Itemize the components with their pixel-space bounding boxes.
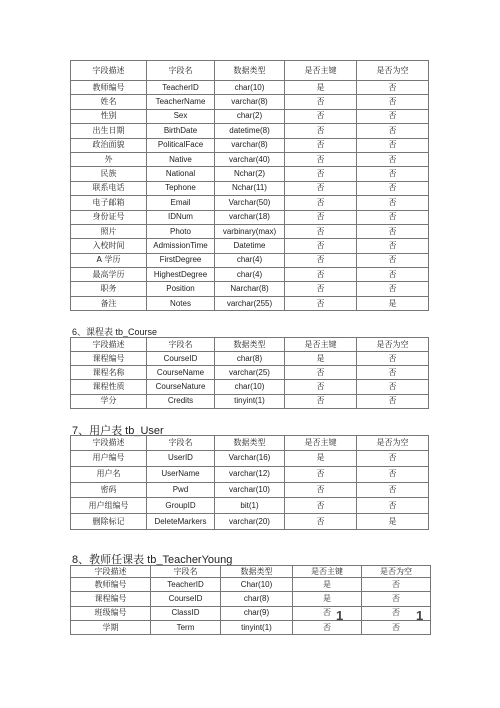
cell-field-name: Pwd	[147, 482, 215, 498]
cell-data-type: char(10)	[215, 81, 285, 95]
cell-is-primary-key: 否	[285, 514, 357, 530]
cell-field-name: GroupID	[147, 498, 215, 514]
cell-data-type: varchar(255)	[215, 296, 285, 310]
cell-is-nullable: 否	[362, 592, 431, 606]
cell-field-name: FirstDegree	[147, 253, 215, 267]
scan-mark: 1	[336, 608, 344, 623]
cell-field-desc: 课程性质	[71, 380, 147, 394]
cell-field-desc: 用户名	[71, 466, 147, 482]
cell-is-primary-key: 是	[285, 451, 357, 467]
cell-field-desc: 删除标记	[71, 514, 147, 530]
cell-is-primary-key: 否	[285, 282, 357, 296]
course-table	[70, 337, 429, 409]
cell-data-type: char(8)	[215, 352, 285, 366]
cell-is-nullable: 否	[357, 224, 429, 238]
cell-field-desc: 课程编号	[71, 352, 147, 366]
header-field-name: 字段名	[147, 61, 215, 81]
header-row	[71, 338, 429, 352]
table-row	[71, 366, 429, 380]
header-data-type: 数据类型	[215, 338, 285, 352]
cell-is-primary-key: 否	[285, 138, 357, 152]
cell-field-name: CourseName	[147, 366, 215, 380]
cell-field-desc: 电子邮箱	[71, 196, 147, 210]
cell-data-type: varchar(40)	[215, 152, 285, 166]
cell-is-primary-key: 否	[285, 380, 357, 394]
cell-field-desc: 民族	[71, 167, 147, 181]
cell-is-primary-key: 否	[293, 606, 362, 620]
cell-is-nullable: 否	[357, 124, 429, 138]
cell-is-nullable: 否	[357, 196, 429, 210]
cell-field-desc: 出生日期	[71, 124, 147, 138]
cell-field-name: CourseNature	[147, 380, 215, 394]
cell-data-type: varchar(10)	[215, 482, 285, 498]
cell-is-primary-key: 是	[285, 81, 357, 95]
cell-field-desc: 班级编号	[71, 606, 151, 620]
cell-is-primary-key: 否	[285, 466, 357, 482]
table-row	[71, 181, 429, 195]
cell-field-name: Tephone	[147, 181, 215, 195]
cell-data-type: Varchar(16)	[215, 451, 285, 467]
cell-data-type: Nchar(11)	[215, 181, 285, 195]
cell-field-desc: 入校时间	[71, 239, 147, 253]
cell-field-desc: 课程名称	[71, 366, 147, 380]
header-data-type: 数据类型	[215, 61, 285, 81]
cell-is-nullable: 否	[357, 352, 429, 366]
table-row	[71, 210, 429, 224]
cell-field-name: UserName	[147, 466, 215, 482]
cell-field-desc: 教师编号	[71, 578, 151, 592]
cell-data-type: Datetime	[215, 239, 285, 253]
cell-data-type: char(4)	[215, 268, 285, 282]
cell-is-nullable: 否	[357, 482, 429, 498]
cell-is-primary-key: 否	[285, 210, 357, 224]
cell-is-primary-key: 否	[285, 124, 357, 138]
cell-field-desc: 密码	[71, 482, 147, 498]
header-is-primary-key: 是否主键	[293, 566, 362, 578]
cell-is-nullable: 否	[357, 152, 429, 166]
table-row	[71, 224, 429, 238]
header-data-type: 数据类型	[215, 436, 285, 451]
cell-is-primary-key: 否	[285, 196, 357, 210]
table-row	[71, 253, 429, 267]
header-row	[71, 436, 429, 451]
cell-data-type: Narchar(8)	[215, 282, 285, 296]
table-row	[71, 196, 429, 210]
header-field-desc: 字段描述	[71, 566, 151, 578]
table-row	[71, 380, 429, 394]
cell-is-primary-key: 是	[293, 592, 362, 606]
cell-field-desc: 联系电话	[71, 181, 147, 195]
cell-is-primary-key: 否	[285, 394, 357, 408]
cell-field-name: Native	[147, 152, 215, 166]
cell-field-name: TeacherName	[147, 95, 215, 109]
header-data-type: 数据类型	[221, 566, 293, 578]
cell-field-desc: 最高学历	[71, 268, 147, 282]
header-row	[71, 61, 429, 81]
table-row	[71, 620, 431, 634]
cell-field-desc: A 学历	[71, 253, 147, 267]
header-is-nullable: 是否为空	[362, 566, 431, 578]
table-row	[71, 482, 429, 498]
cell-field-name: National	[147, 167, 215, 181]
table-row	[71, 498, 429, 514]
cell-is-primary-key: 是	[293, 578, 362, 592]
header-row	[71, 566, 431, 578]
cell-data-type: char(8)	[221, 592, 293, 606]
cell-is-nullable: 否	[357, 253, 429, 267]
cell-field-name: Term	[151, 620, 221, 634]
cell-data-type: varchar(8)	[215, 95, 285, 109]
cell-is-nullable: 否	[357, 380, 429, 394]
cell-field-name: Email	[147, 196, 215, 210]
cell-is-nullable: 否	[362, 620, 431, 634]
cell-is-nullable: 否	[357, 181, 429, 195]
cell-is-nullable: 否	[357, 282, 429, 296]
teacher-course-table	[70, 565, 431, 635]
header-field-name: 字段名	[147, 338, 215, 352]
cell-field-desc: 外	[71, 152, 147, 166]
cell-is-primary-key: 否	[285, 253, 357, 267]
cell-data-type: varchar(8)	[215, 138, 285, 152]
cell-field-name: TeacherID	[151, 578, 221, 592]
cell-is-nullable: 否	[357, 138, 429, 152]
cell-is-nullable: 否	[357, 466, 429, 482]
cell-field-name: UserID	[147, 451, 215, 467]
cell-data-type: char(9)	[221, 606, 293, 620]
cell-field-name: ClassID	[151, 606, 221, 620]
cell-field-desc: 政治面貌	[71, 138, 147, 152]
table-row	[71, 296, 429, 310]
header-is-primary-key: 是否主键	[285, 436, 357, 451]
cell-field-name: TeacherID	[147, 81, 215, 95]
cell-field-name: Position	[147, 282, 215, 296]
cell-field-name: BirthDate	[147, 124, 215, 138]
cell-is-primary-key: 否	[285, 224, 357, 238]
cell-data-type: char(4)	[215, 253, 285, 267]
cell-is-primary-key: 否	[285, 109, 357, 123]
cell-field-desc: 学分	[71, 394, 147, 408]
header-field-desc: 字段描述	[71, 338, 147, 352]
cell-field-name: PoliticalFace	[147, 138, 215, 152]
cell-field-name: HighestDegree	[147, 268, 215, 282]
cell-is-primary-key: 否	[285, 482, 357, 498]
cell-is-primary-key: 否	[285, 167, 357, 181]
cell-field-name: AdmissionTime	[147, 239, 215, 253]
cell-data-type: varchar(12)	[215, 466, 285, 482]
cell-is-primary-key: 是	[285, 352, 357, 366]
cell-field-name: IDNum	[147, 210, 215, 224]
cell-is-primary-key: 否	[285, 498, 357, 514]
table-row	[71, 451, 429, 467]
header-field-desc: 字段描述	[71, 436, 147, 451]
cell-data-type: char(10)	[215, 380, 285, 394]
cell-data-type: datetime(8)	[215, 124, 285, 138]
cell-field-desc: 姓名	[71, 95, 147, 109]
table-row	[71, 592, 431, 606]
table-row	[71, 282, 429, 296]
cell-data-type: bit(1)	[215, 498, 285, 514]
cell-data-type: Nchar(2)	[215, 167, 285, 181]
cell-field-desc: 用户编号	[71, 451, 147, 467]
teacher-table	[70, 60, 429, 311]
cell-is-nullable: 否	[357, 239, 429, 253]
cell-is-primary-key: 否	[285, 268, 357, 282]
cell-is-nullable: 否	[357, 109, 429, 123]
cell-is-nullable: 否	[357, 268, 429, 282]
cell-data-type: tinyint(1)	[221, 620, 293, 634]
cell-is-primary-key: 否	[285, 296, 357, 310]
cell-is-nullable: 否	[357, 167, 429, 181]
cell-data-type: char(2)	[215, 109, 285, 123]
user-table	[70, 435, 429, 530]
cell-field-desc: 备注	[71, 296, 147, 310]
table-row	[71, 152, 429, 166]
table-row	[71, 514, 429, 530]
header-is-nullable: 是否为空	[357, 436, 429, 451]
cell-data-type: varchar(25)	[215, 366, 285, 380]
cell-is-primary-key: 否	[285, 239, 357, 253]
teacher-course-table-title: 8、教师任课表 tb_TeacherYoung	[72, 554, 233, 566]
cell-field-name: DeleteMarkers	[147, 514, 215, 530]
cell-is-primary-key: 否	[285, 181, 357, 195]
cell-field-desc: 性别	[71, 109, 147, 123]
table-row	[71, 138, 429, 152]
cell-is-nullable: 否	[357, 95, 429, 109]
cell-is-nullable: 否	[357, 451, 429, 467]
cell-is-nullable: 否	[362, 578, 431, 592]
header-is-nullable: 是否为空	[357, 61, 429, 81]
cell-field-name: CourseID	[151, 592, 221, 606]
table-row	[71, 352, 429, 366]
cell-field-desc: 用户组编号	[71, 498, 147, 514]
table-row	[71, 578, 431, 592]
cell-field-desc: 职务	[71, 282, 147, 296]
header-field-name: 字段名	[147, 436, 215, 451]
cell-field-desc: 教师编号	[71, 81, 147, 95]
header-field-desc: 字段描述	[71, 61, 147, 81]
table-row	[71, 268, 429, 282]
table-row	[71, 124, 429, 138]
table-row	[71, 606, 431, 620]
cell-is-nullable: 否	[357, 81, 429, 95]
cell-is-primary-key: 否	[285, 152, 357, 166]
table-row	[71, 239, 429, 253]
cell-is-nullable: 否	[362, 606, 431, 620]
cell-field-name: Sex	[147, 109, 215, 123]
cell-data-type: varchar(18)	[215, 210, 285, 224]
cell-data-type: Varchar(50)	[215, 196, 285, 210]
cell-is-primary-key: 否	[285, 95, 357, 109]
cell-data-type: tinyint(1)	[215, 394, 285, 408]
cell-is-primary-key: 否	[293, 620, 362, 634]
header-is-nullable: 是否为空	[357, 338, 429, 352]
table-row	[71, 466, 429, 482]
cell-field-desc: 课程编号	[71, 592, 151, 606]
cell-data-type: Char(10)	[221, 578, 293, 592]
table-row	[71, 109, 429, 123]
cell-data-type: varchar(20)	[215, 514, 285, 530]
cell-field-desc: 照片	[71, 224, 147, 238]
cell-is-nullable: 是	[357, 514, 429, 530]
cell-is-primary-key: 否	[285, 366, 357, 380]
table-row	[71, 81, 429, 95]
table-row	[71, 394, 429, 408]
cell-field-desc: 身份证号	[71, 210, 147, 224]
cell-is-nullable: 是	[357, 296, 429, 310]
cell-field-desc: 学期	[71, 620, 151, 634]
table-row	[71, 95, 429, 109]
cell-data-type: varbinary(max)	[215, 224, 285, 238]
header-is-primary-key: 是否主键	[285, 338, 357, 352]
table-row	[71, 167, 429, 181]
user-table-title: 7、用户表 tb_User	[72, 425, 164, 437]
cell-is-nullable: 否	[357, 210, 429, 224]
cell-field-name: Credits	[147, 394, 215, 408]
cell-field-name: Photo	[147, 224, 215, 238]
cell-is-nullable: 否	[357, 394, 429, 408]
header-is-primary-key: 是否主键	[285, 61, 357, 81]
course-table-title: 6、课程表 tb_Course	[72, 327, 158, 337]
cell-is-nullable: 否	[357, 366, 429, 380]
cell-field-name: CourseID	[147, 352, 215, 366]
cell-field-name: Notes	[147, 296, 215, 310]
header-field-name: 字段名	[151, 566, 221, 578]
scan-mark: 1	[416, 608, 424, 623]
cell-is-nullable: 否	[357, 498, 429, 514]
